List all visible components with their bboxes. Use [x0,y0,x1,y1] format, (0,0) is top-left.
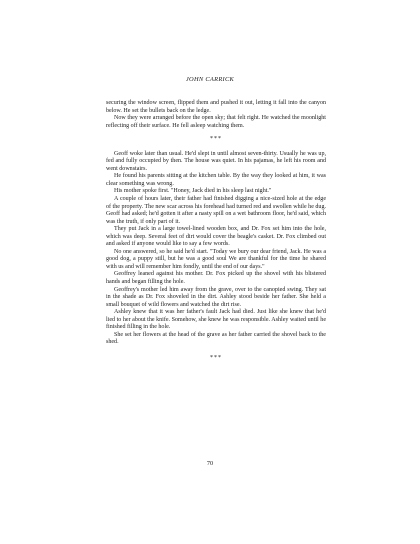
paragraph: Geoffrey leaned against his mother. Dr. Fox picked up the shovel with his blistered hands and began filling the hole. [106,271,326,286]
paragraph: A couple of hours later, their father had finished digging a nice-sized hole at the edge of the property. The new scar across his forehead had turned red and swollen while he dug. Geoff had asked; he'd gotten it after a nasty spill on a wet bathroom floor, he'd said, which was the truth, if only part of it. [106,196,326,225]
page-number: 70 [206,460,214,467]
paragraph: securing the window screen, flipped them and pushed it out, letting it fall into the canyon below. He set the bullets back on the ledge. [106,100,326,114]
paragraph: Geoffrey's mother led him away from the grave, over to the canopied swing. They sat in the shade as Dr. Fox shoveled in the dirt. Ashley stood beside her father. She held a small bouquet of wild flowers and watched the dirt rise. [106,286,326,308]
paragraph: Now they were arranged before the open sky; that felt right. He watched the moonlight reflecting off their surface. He fell asleep watching them. [106,115,326,129]
section-break: *** [210,136,222,143]
paragraph: They put Jack in a large towel-lined wooden box, and Dr. Fox set him into the hole, which was deep. Several feet of dirt would cover the beagle's casket. Dr. Fox climbed out and asked if anyone would like to say a few words. [106,226,326,248]
paragraph: He found his parents sitting at the kitchen table. By the way they looked at him, it was clear something was wrong. [106,173,326,187]
section-break-end: *** [210,354,222,361]
paragraph: No one answered, so he said he'd start. "Today we bury our dear friend, Jack. He was a good dog, a puppy still, but he was a good soul We are thankful for the time he shared with us and will remember him fondly, until the end of our days." [106,248,326,270]
body-text [106,100,326,370]
paragraph: Ashley knew that it was her father's fault Jack had died. Just like she knew that he'd lied to her about the knife. Somehow, she knew he was responsible. Ashley waited until he finished filling in the hole. [106,309,326,331]
paragraph: She set her flowers at the head of the grave as her father carried the shovel back to the shed. [106,331,326,346]
paragraph: His mother spoke first. "Honey, Jack died in his sleep last night." [114,188,272,195]
running-head: JOHN CARRICK [185,76,235,83]
paragraph: Geoff woke later than usual. He'd slept in until almost seven-thirty. Usually he was up, fed and fully occupied by then. The house was quiet. In his pajamas, he left his room and went downstairs. [106,150,326,172]
